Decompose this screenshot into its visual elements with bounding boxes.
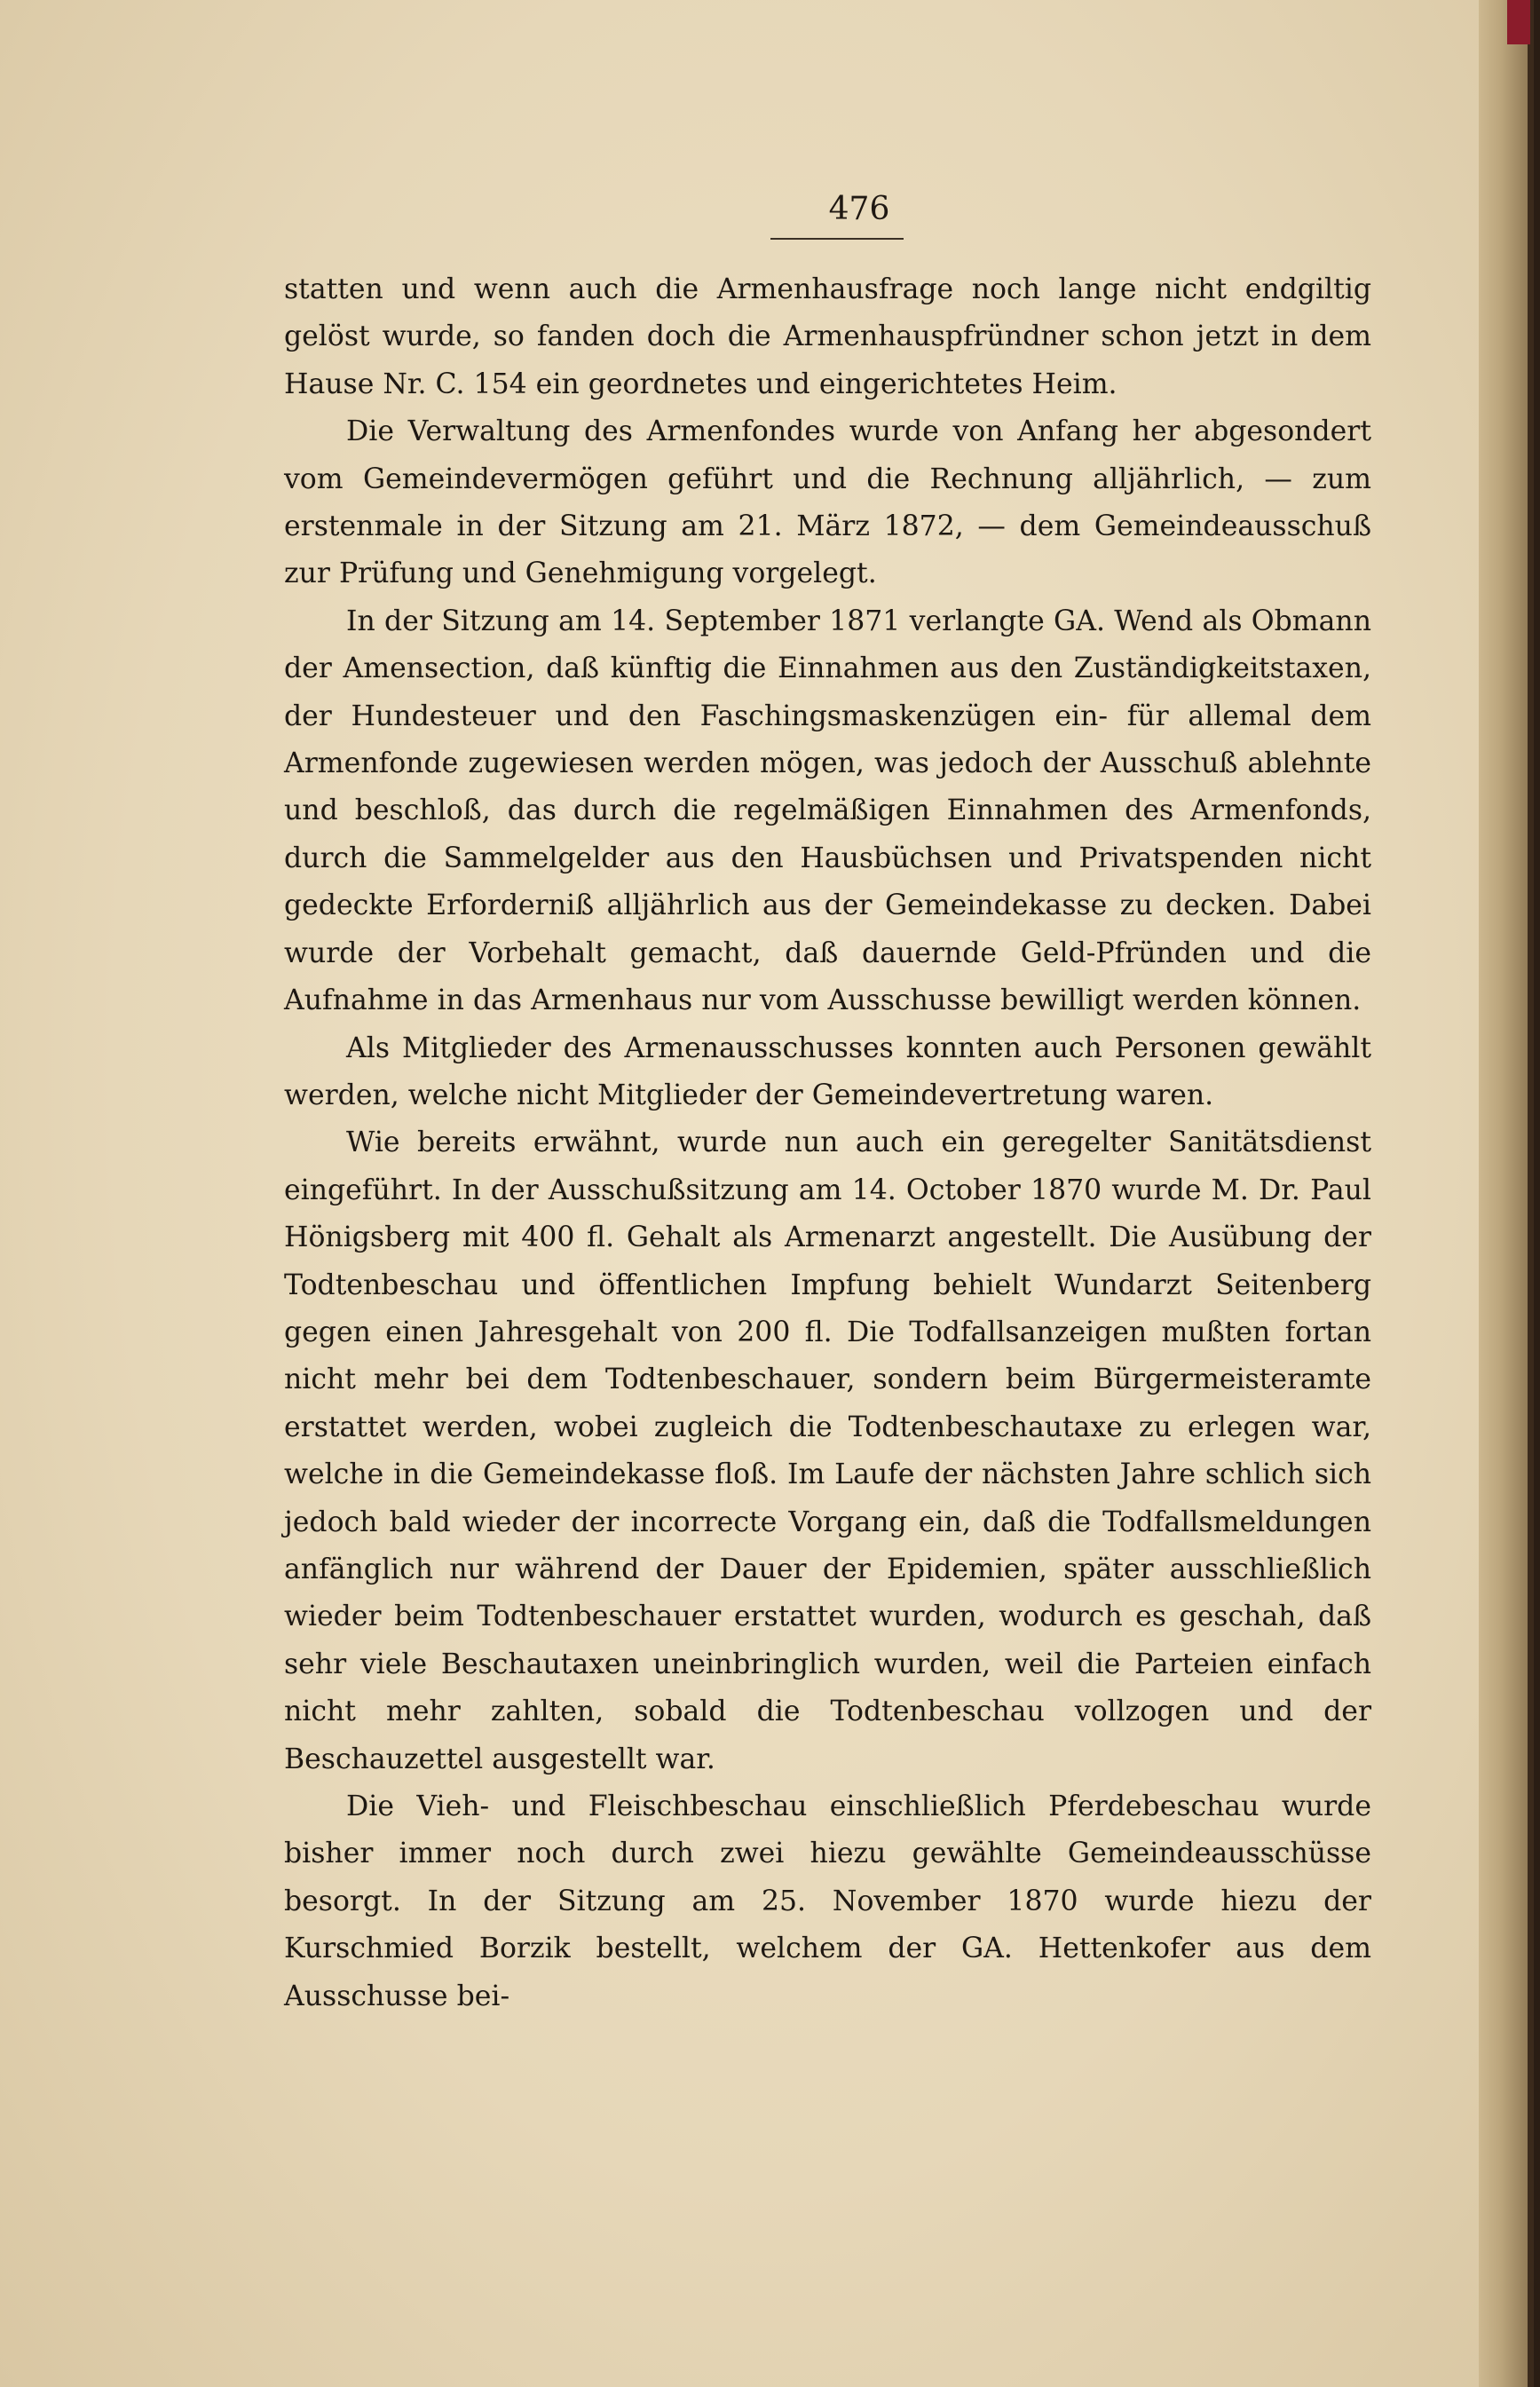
page-gutter (1479, 0, 1534, 2387)
page-number-rule (770, 238, 904, 240)
paragraph-3: In der Sitzung am 14. September 1871 verlangte GA. Wend als Obmann der Amensection, daß künftig die Einnahmen aus den Zuständigkeitstaxen, der Hundesteuer und den Faschingsmaskenzügen ein- für allemal dem Armenfonde zugewiesen werden mögen, was jedoch der Ausschuß ablehnte und beschloß, das durch die regelmäßigen Einnahmen des Armenfonds, durch die Sammelgelder aus den Hausbüchsen und Privatspenden nicht gedeckte Erforderniß alljährlich aus der Gemeindekasse zu decken. Dabei wurde der Vorbehalt gemacht, daß dauernde Geld-Pfründen und die Aufnahme in das Armenhaus nur vom Ausschusse bewilligt werden können. (284, 605, 1371, 1017)
bookmark-ribbon (1507, 0, 1530, 44)
body-text (284, 266, 1371, 2020)
paragraph-2: Die Verwaltung des Armenfondes wurde von Anfang her abgesondert vom Gemeindevermögen geführt und die Rechnung alljährlich, — zum erstenmale in der Sitzung am 21. März 1872, — dem Gemeindeausschuß zur Prüfung und Genehmigung vorgelegt. (284, 415, 1371, 590)
paragraph-4: Als Mitglieder des Armenausschusses konnten auch Personen gewählt werden, welche nicht Mitglieder der Gemeindevertretung waren. (284, 1031, 1371, 1111)
page-edge (1528, 0, 1534, 2387)
paragraph-6: Die Vieh- und Fleischbeschau einschließlich Pferdebeschau wurde bisher immer noch durch zwei hiezu gewählte Gemeindeausschüsse besorgt. In der Sitzung am 25. November 1870 wurde hiezu der Kurschmied Borzik bestellt, welchem der GA. Hettenkofer aus dem Ausschusse bei- (284, 1790, 1371, 2012)
paragraph-1: statten und wenn auch die Armenhausfrage noch lange nicht endgiltig gelöst wurde, so fanden doch die Armenhauspfründner schon jetzt in dem Hause Nr. C. 154 ein geordnetes und eingerichtetes Heim. (284, 273, 1371, 400)
page-number: 476 (828, 191, 890, 227)
paragraph-5: Wie bereits erwähnt, wurde nun auch ein geregelter Sanitätsdienst eingeführt. In der Ausschußsitzung am 14. October 1870 wurde M. Dr. Paul Hönigsberg mit 400 fl. Gehalt als Armenarzt angestellt. Die Ausübung der Todtenbeschau und öffentlichen Impfung behielt Wundarzt Seitenberg gegen einen Jahresgehalt von 200 fl. Die Todfallsanzeigen mußten fortan nicht mehr bei dem Todtenbeschauer, sondern beim Bürgermeisteramte erstattet werden, wobei zugleich die Todtenbeschautaxe zu erlegen war, welche in die Gemeindekasse floß. Im Laufe der nächsten Jahre schlich sich jedoch bald wieder der incorrecte Vorgang ein, daß die Todfallsmeldungen anfänglich nur während der Dauer der Epidemien, später ausschließlich wieder beim Todtenbeschauer erstattet wurden, wodurch es geschah, daß sehr viele Beschautaxen uneinbringlich wurden, weil die Parteien einfach nicht mehr zahlten, sobald die Todtenbeschau vollzogen und der Beschauzettel ausgestellt war. (284, 1126, 1371, 1775)
